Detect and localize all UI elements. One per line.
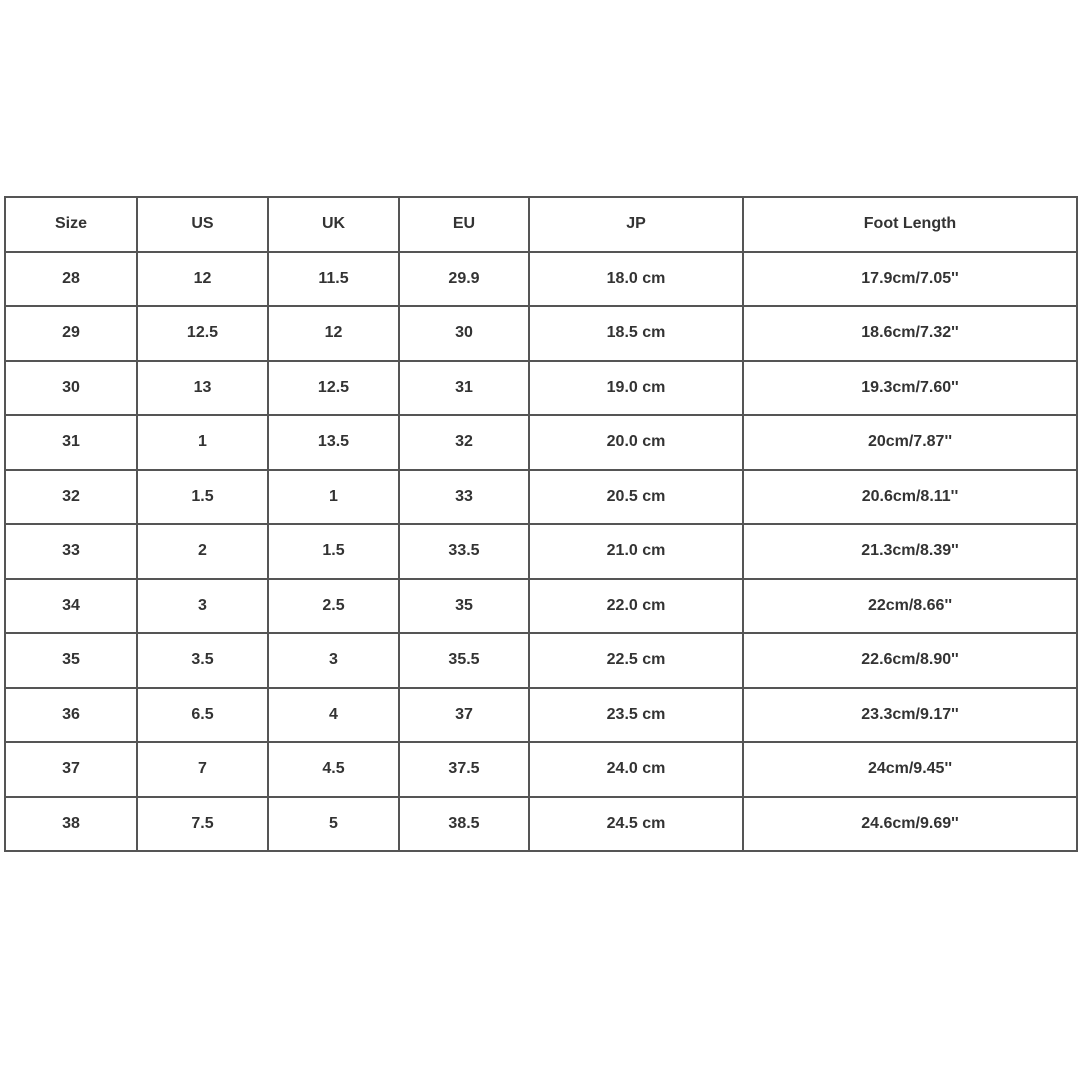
cell-size: 31 <box>5 415 137 470</box>
table-row <box>5 306 1077 361</box>
header-jp: JP <box>529 197 743 252</box>
cell-jp: 24.5 cm <box>529 797 743 852</box>
cell-uk: 4.5 <box>268 742 399 797</box>
cell-eu: 33.5 <box>399 524 529 579</box>
header-size: Size <box>5 197 137 252</box>
cell-us: 1 <box>137 415 268 470</box>
cell-eu: 32 <box>399 415 529 470</box>
cell-foot-length: 19.3cm/7.60'' <box>743 361 1077 416</box>
cell-us: 1.5 <box>137 470 268 525</box>
cell-uk: 3 <box>268 633 399 688</box>
table-row <box>5 688 1077 743</box>
cell-us: 3.5 <box>137 633 268 688</box>
cell-foot-length: 20.6cm/8.11'' <box>743 470 1077 525</box>
cell-jp: 19.0 cm <box>529 361 743 416</box>
cell-uk: 1.5 <box>268 524 399 579</box>
cell-uk: 5 <box>268 797 399 852</box>
cell-foot-length: 23.3cm/9.17'' <box>743 688 1077 743</box>
cell-foot-length: 24.6cm/9.69'' <box>743 797 1077 852</box>
size-table <box>4 196 1078 852</box>
cell-eu: 37 <box>399 688 529 743</box>
cell-size: 29 <box>5 306 137 361</box>
table-row <box>5 470 1077 525</box>
cell-eu: 33 <box>399 470 529 525</box>
cell-jp: 20.0 cm <box>529 415 743 470</box>
cell-size: 34 <box>5 579 137 634</box>
cell-size: 38 <box>5 797 137 852</box>
header-foot-length: Foot Length <box>743 197 1077 252</box>
cell-eu: 31 <box>399 361 529 416</box>
cell-jp: 24.0 cm <box>529 742 743 797</box>
cell-foot-length: 20cm/7.87'' <box>743 415 1077 470</box>
cell-uk: 12.5 <box>268 361 399 416</box>
table-row <box>5 633 1077 688</box>
cell-jp: 18.5 cm <box>529 306 743 361</box>
cell-eu: 35 <box>399 579 529 634</box>
header-eu: EU <box>399 197 529 252</box>
cell-foot-length: 22.6cm/8.90'' <box>743 633 1077 688</box>
cell-size: 37 <box>5 742 137 797</box>
cell-eu: 29.9 <box>399 252 529 307</box>
cell-us: 7 <box>137 742 268 797</box>
cell-size: 35 <box>5 633 137 688</box>
cell-foot-length: 22cm/8.66'' <box>743 579 1077 634</box>
cell-eu: 38.5 <box>399 797 529 852</box>
cell-jp: 18.0 cm <box>529 252 743 307</box>
cell-jp: 22.5 cm <box>529 633 743 688</box>
cell-uk: 4 <box>268 688 399 743</box>
cell-jp: 22.0 cm <box>529 579 743 634</box>
table-row <box>5 524 1077 579</box>
cell-uk: 12 <box>268 306 399 361</box>
cell-foot-length: 24cm/9.45'' <box>743 742 1077 797</box>
size-chart <box>4 196 1076 852</box>
cell-us: 12.5 <box>137 306 268 361</box>
cell-foot-length: 21.3cm/8.39'' <box>743 524 1077 579</box>
table-row <box>5 252 1077 307</box>
cell-size: 32 <box>5 470 137 525</box>
cell-size: 28 <box>5 252 137 307</box>
cell-foot-length: 17.9cm/7.05'' <box>743 252 1077 307</box>
table-header-row <box>5 197 1077 252</box>
table-row <box>5 797 1077 852</box>
table-row <box>5 415 1077 470</box>
cell-jp: 20.5 cm <box>529 470 743 525</box>
cell-us: 12 <box>137 252 268 307</box>
cell-size: 36 <box>5 688 137 743</box>
cell-jp: 21.0 cm <box>529 524 743 579</box>
cell-eu: 35.5 <box>399 633 529 688</box>
cell-uk: 2.5 <box>268 579 399 634</box>
cell-uk: 1 <box>268 470 399 525</box>
table-row <box>5 742 1077 797</box>
cell-size: 33 <box>5 524 137 579</box>
cell-size: 30 <box>5 361 137 416</box>
cell-us: 2 <box>137 524 268 579</box>
cell-uk: 13.5 <box>268 415 399 470</box>
cell-us: 3 <box>137 579 268 634</box>
cell-us: 7.5 <box>137 797 268 852</box>
cell-eu: 30 <box>399 306 529 361</box>
header-us: US <box>137 197 268 252</box>
header-uk: UK <box>268 197 399 252</box>
cell-eu: 37.5 <box>399 742 529 797</box>
cell-foot-length: 18.6cm/7.32'' <box>743 306 1077 361</box>
cell-uk: 11.5 <box>268 252 399 307</box>
table-row <box>5 361 1077 416</box>
table-row <box>5 579 1077 634</box>
cell-us: 6.5 <box>137 688 268 743</box>
cell-us: 13 <box>137 361 268 416</box>
cell-jp: 23.5 cm <box>529 688 743 743</box>
